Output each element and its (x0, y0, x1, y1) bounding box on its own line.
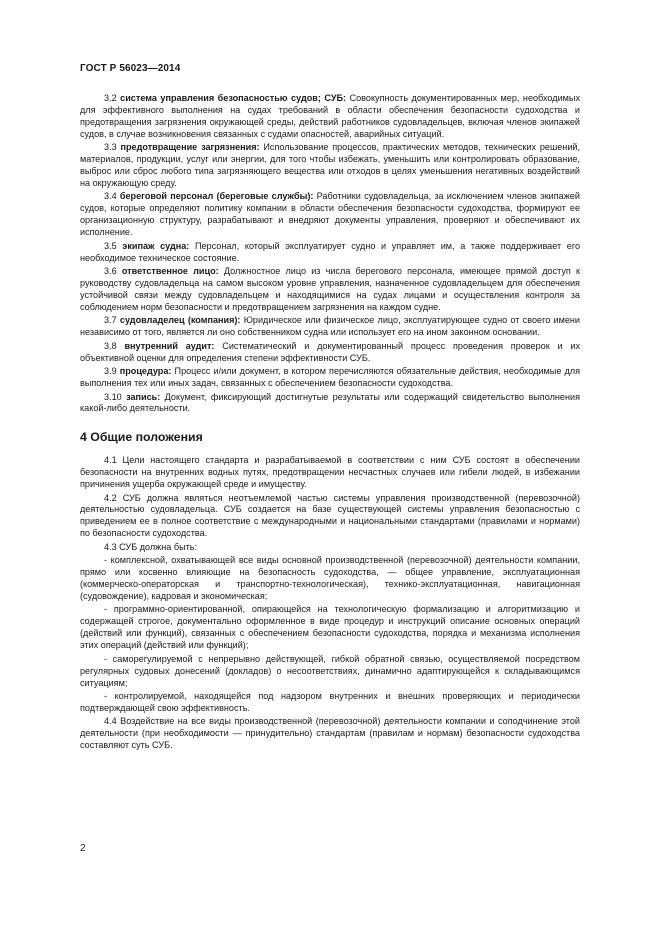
paragraph-4-3: 4.3 СУБ должна быть: (104, 541, 198, 552)
section-4-body (80, 455, 580, 752)
definition-3-7: 3.7 судовладелец (компания): Юридическое или физическое лицо, эксплуатирующее судно от своего имени независимо от того, является ли оно собственником судна или использует его на ином законном основании. (80, 315, 580, 338)
list-item-comprehensive: - комплексной, охватывающей все виды основной производственной (перевозочной) деятельности компании, прямо или косвенно влияющие на безопасность судоходства, — общее управление, эксплуатационная (коммерческо-операторская и транспортно-технологическая), технико-эксплуатационная, навигационная (судовождение), кадровая и экономическая; (80, 555, 580, 601)
definition-3-3: 3.3 предотвращение загрязнения: Использование процессов, практических методов, технических решений, материалов, продукции, услуг или энергии, для того чтобы избежать, уменьшить или контролировать образование, выброс или сброс любого типа загрязняющего вещества или отходов в целях уменьшения негативных воздействий на окружающую среду. (80, 142, 581, 188)
page-number: 2 (80, 843, 86, 854)
section-heading: 4 Общие положения (80, 430, 203, 445)
definition-term: экипаж судна: (122, 240, 190, 251)
paragraph-4-1: 4.1 Цели настоящего стандарта и разрабатываемой в соответствии с ним СУБ состоят в обеспечении безопасности на внутренних водных путях, предотвращении несчастных случаев или гибели людей, в избежании причинения ущерба окружающей среде и имуществу. (80, 455, 580, 490)
definition-3-10: 3.10 запись: Документ, фиксирующий достигнутые результаты или содержащий свидетельство выполнения какой-либо деятельности. (80, 391, 581, 414)
document-header-standard: ГОСТ Р 56023—2014 (80, 63, 181, 74)
list-item-controlled: - контролируемой, находящейся под надзором внутренних и внешних проверяющих и периодически подтверждающей свою эффективность. (80, 691, 580, 713)
page-content (80, 93, 580, 754)
definition-term: запись: (126, 391, 161, 402)
definitions-list (80, 93, 580, 415)
definition-term: ответственное лицо: (121, 266, 219, 277)
paragraph-4-4: 4.4 Воздействие на все виды производственной (перевозочной) деятельности компании и соподчинение этой деятельности (при необходимости — принудительно) стандартам (правилам и нормам) безопасности судоходства составляют суть СУБ. (80, 716, 580, 751)
definition-text: Персонал, который эксплуатирует судно и управляет им, а также поддерживает его необходимое техническое состояние. (80, 240, 581, 263)
definition-term: предотвращение загрязнения: (120, 142, 260, 153)
definition-text: Совокупность документированных мер, необходимых для эффективного выполнения на судах требований в области обеспечения безопасности судоходства и предотвращения загрязнения окружающей среды, действий работников судовладельцев, включая членов экипажей судов, в случае возникновения связанных с судами опасностей, аварийных ситуаций. (80, 93, 580, 139)
definition-text: Систематический и документированный процесс проведения проверок и их объективной оценки для определения степени эффективности СУБ. (80, 340, 580, 363)
definition-term: внутренний аудит: (124, 340, 215, 351)
definition-3-2: 3.2 система управления безопасностью судов; СУБ: Совокупность документированных мер, необходимых для эффективного выполнения на судах требований в области обеспечения безопасности судоходства и предотвращения загрязнения окружающей среды, действий работников судовладельцев, включая членов экипажей судов, в случае возникновения связанных с судами опасностей, аварийных ситуаций. (80, 93, 580, 139)
definition-3-6: 3.6 ответственное лицо: Должностное лицо из числа берегового персонала, имеющее прямой доступ к руководству судовладельца на самом высоком уровне управления, назначенное судовладельцем для обеспечения устойчивой связи между судовладельцем и находящимися на судах лицами и осуществления контроля за соблюдением норм безопасности и предотвращением загрязнения на каждом судне. (80, 266, 580, 312)
definition-3-4: 3.4 береговой персонал (береговые службы): Работники судовладельца, за исключением членов экипажей судов, которые определяют политику компании в области обеспечения безопасности судоходства, формируют ее организационную структуру, разрабатывают и внедряют документы управления, проверяют и обеспечивают их исполнение. (80, 191, 580, 238)
definition-term: процедура: (119, 366, 172, 377)
definition-3-5: 3.5 экипаж судна: Персонал, который эксплуатирует судно и управляет им, а также поддерживает его необходимое техническое состояние. (80, 240, 581, 263)
definition-text: Должностное лицо из числа берегового персонала, имеющее прямой доступ к руководству судовладельца на самом высоком уровне управления, назначенное судовладельцем для обеспечения устойчивой связи между судовладельцем и находящимися на судах лицами и осуществления контроля за соблюдением норм безопасности и предотвращением загрязнения на каждом судне. (80, 266, 580, 312)
definition-3-9: 3.9 процедура: Процесс и/или документ, в котором перечисляются обязательные действия, необходимые для выполнения тех или иных задач, связанных с обеспечением безопасности судоходства. (80, 366, 580, 388)
definition-term: береговой персонал (береговые службы): (119, 191, 314, 202)
definition-3-8: 3.8 внутренний аудит: Систематический и документированный процесс проведения проверок и их объективной оценки для определения степени эффективности СУБ. (80, 340, 580, 363)
definition-text: Работники судовладельца, за исключением членов экипажей судов, которые определяют политику компании в области обеспечения безопасности судоходства, формируют ее организационную структуру, разрабатывают и внедряют документы управления, проверяют и обеспечивают их исполнение. (80, 191, 580, 238)
paragraph-4-2: 4.2 СУБ должна являться неотъемлемой частью системы управления производственной (перевозочной) деятельностью судовладельца. СУБ создается на базе существующей системы управления безопасностью с приведением ее в полное соответствие с международными и национальными стандартами (правилами и нормами) по безопасности судоходства. (80, 492, 580, 539)
definition-term: система управления безопасностью судов; СУБ: (120, 93, 347, 103)
list-item-program-oriented: - программно-ориентированной, опирающейся на технологическую формализацию и алгоритмизацию и содержащей строгое, документально оформленное в виде процедур и инструкций описание основных операций (действий или функций), связанных с обеспечением безопасности судоходства, порядка и механизма исполнения этих операций (действий или функций); (80, 604, 580, 651)
definition-text: Процесс и/или документ, в котором перечисляются обязательные действия, необходимые для выполнения тех или иных задач, связанных с обеспечением безопасности судоходства. (80, 366, 580, 388)
definition-text: Использование процессов, практических методов, технических решений, материалов, продукции, услуг или энергии, для того чтобы избежать, уменьшить или контролировать образование, выброс или сброс любого типа загрязняющего вещества или отходов в целях уменьшения негативных воздействий на окружающую среду. (80, 142, 581, 188)
list-item-self-regulating: - саморегулируемой с непрерывно действующей, гибкой обратной связью, осуществляемой посредством регулярных судовых донесений (докладов) о несоответствиях, динамично адаптирующейся к складывающимся ситуациям; (80, 653, 580, 688)
definition-text: Юридическое или физическое лицо, эксплуатирующее судно от своего имени независимо от того, является ли оно собственником судна или использует его на ином законном основании. (80, 315, 580, 338)
definition-text: Документ, фиксирующий достигнутые результаты или содержащий свидетельство выполнения какой-либо деятельности. (80, 391, 581, 414)
definition-term: судовладелец (компания): (119, 315, 241, 326)
